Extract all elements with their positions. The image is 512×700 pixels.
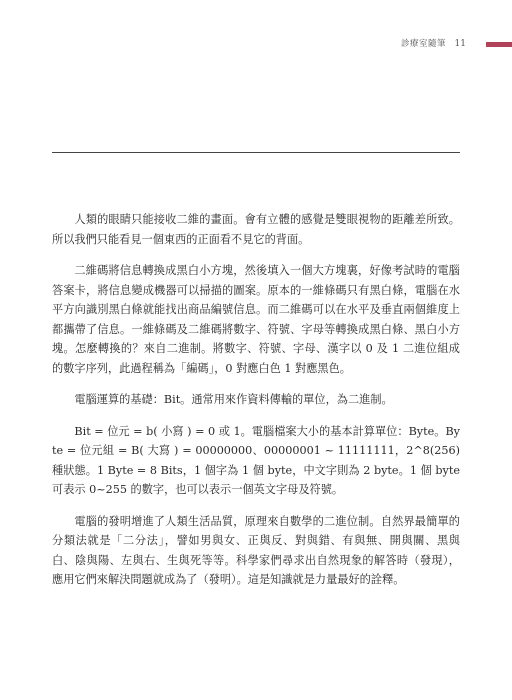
horizontal-rule xyxy=(52,152,460,153)
paragraph-1: 人類的眼睛只能接收二維的畫面。會有立體的感覺是雙眼視物的距離差所致。所以我們只能看見一個東西的正面看不見它的背面。 xyxy=(52,213,460,246)
running-title: 診療室隨筆 xyxy=(400,39,446,49)
page-number: 11 xyxy=(454,39,466,49)
paragraph-5: 電腦的發明增進了人類生活品質，原理來自數學的二進位制。自然界最簡單的分類法就是「二分法」，譬如男與女、正與反、對與錯、有與無、開與關、黑與白、陰與陽、左與右、生與死等等。科學家們尋求出自然現象的解答時（發現），應用它們來解決問題就成為了（發明）。這是知識就是力量最好的詮釋。 xyxy=(52,514,460,586)
accent-bar xyxy=(486,42,512,47)
page-header xyxy=(0,38,512,52)
paragraph-4: Bit = 位元 = b( 小寫 ) = 0 或 1。電腦檔案大小的基本計算單位：Byte。Byte = 位元組 = B( 大寫 ) = 00000000、00000001 ~ 11111111，2^8(256) 種狀態。1 Byte = 8 Bits，1 個字為 1 個 byte，中文字則為 2 byte。1 個 byte 可表示 0~255 的數字，也可以表示一個英文字母及符號。 xyxy=(52,424,460,496)
paragraph-2: 二維碼將信息轉換成黑白小方塊，然後填入一個大方塊裏，好像考試時的電腦答案卡，將信息變成機器可以掃描的圖案。原本的一維條碼只有黑白條，電腦在水平方向識別黑白條就能找出商品編號信息。而二維碼可以在水平及垂直兩個維度上都攜帶了信息。一維條碼及二維碼將數字、符號、字母等轉換成黑白條、黑白小方塊。怎麼轉換的？來自二進制。將數字、符號、字母、漢字以 0 及 1 二進位組成的數字序列，此過程稱為「編碼」，0 對應白色 1 對應黑色。 xyxy=(52,264,460,375)
body-text xyxy=(52,210,460,602)
paragraph-3: 電腦運算的基礎：Bit。通常用來作資料傳輸的單位，為二進制。 xyxy=(74,393,393,406)
